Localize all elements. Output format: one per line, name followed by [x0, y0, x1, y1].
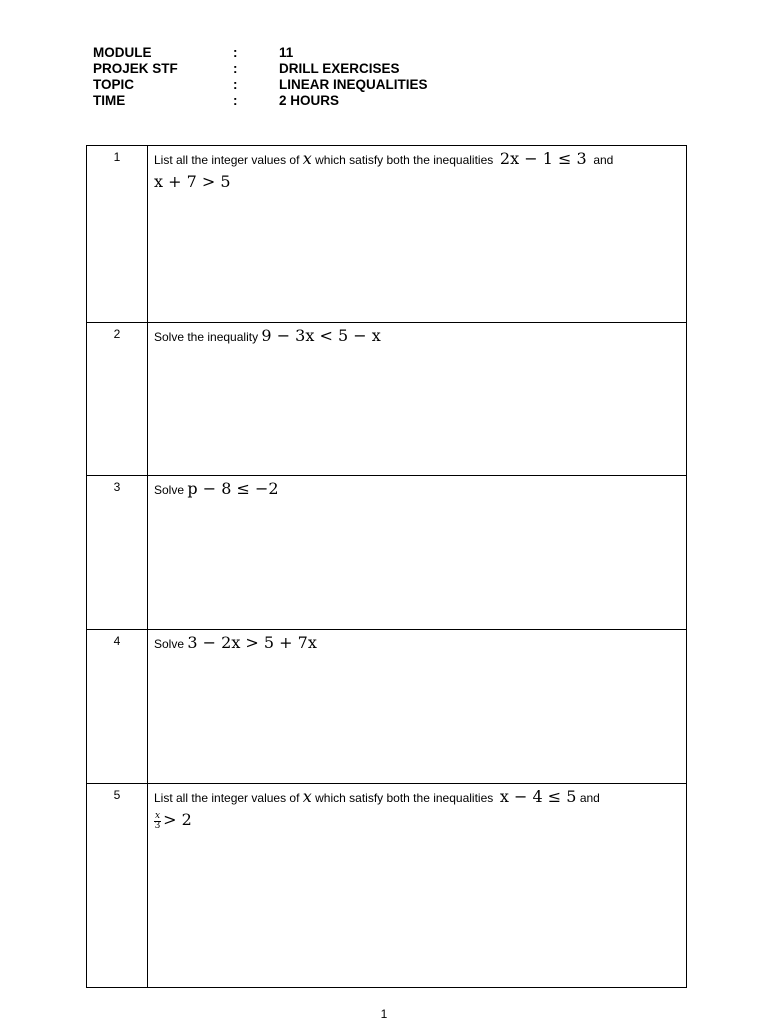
- question-text-part: which satisfy both the inequalities: [315, 791, 494, 805]
- topic-label: TOPIC: [93, 77, 135, 92]
- question-number: 3: [87, 476, 148, 629]
- question-row-1: [87, 146, 686, 323]
- question-row-2: [87, 323, 686, 476]
- projek-value: DRILL EXERCISES: [279, 61, 400, 76]
- time-colon: :: [233, 93, 238, 108]
- inequality-expression: p − 8 ≤ −2: [187, 479, 279, 498]
- inequality-expression: 9 − 3x < 5 − x: [261, 326, 381, 345]
- inequality-expression: x + 7 > 5: [154, 172, 231, 191]
- question-text: [154, 786, 680, 832]
- fraction-denominator: 3: [154, 821, 161, 832]
- projek-label: PROJEK STF: [93, 61, 178, 76]
- question-row-3: [87, 476, 686, 630]
- question-text: [154, 478, 680, 501]
- fraction: [154, 812, 161, 831]
- question-text: [154, 325, 680, 348]
- topic-value: LINEAR INEQUALITIES: [279, 77, 428, 92]
- questions-table: [86, 145, 687, 988]
- question-row-5: [87, 784, 686, 987]
- time-label: TIME: [93, 93, 126, 108]
- inequality-expression: 2x − 1 ≤ 3: [499, 149, 587, 168]
- module-label: MODULE: [93, 45, 152, 60]
- question-text-part: which satisfy both the inequalities: [315, 153, 494, 167]
- question-number: 2: [87, 323, 148, 475]
- topic-colon: :: [233, 77, 238, 92]
- question-text: [154, 632, 680, 655]
- question-number: 4: [87, 630, 148, 783]
- question-text: [154, 148, 680, 194]
- inequality-expression: > 2: [163, 810, 192, 829]
- question-number: 1: [87, 146, 148, 322]
- time-value: 2 HOURS: [279, 93, 340, 108]
- page-number: 1: [380, 1007, 388, 1021]
- inequality-expression: x − 4 ≤ 5: [499, 787, 577, 806]
- question-text-part: Solve: [154, 637, 185, 651]
- joiner-text: and: [593, 153, 614, 167]
- module-value: 11: [279, 45, 294, 60]
- question-text-part: Solve the inequality: [154, 330, 259, 344]
- inequality-expression: 3 − 2x > 5 + 7x: [187, 633, 317, 652]
- projek-colon: :: [233, 61, 238, 76]
- question-text-part: Solve: [154, 483, 185, 497]
- module-colon: :: [233, 45, 238, 60]
- question-row-4: [87, 630, 686, 784]
- question-number: 5: [87, 784, 148, 987]
- variable: x: [302, 149, 312, 168]
- joiner-text: and: [579, 791, 600, 805]
- variable: x: [302, 787, 312, 806]
- question-text-part: List all the integer values of: [154, 791, 300, 805]
- question-text-part: List all the integer values of: [154, 153, 300, 167]
- fraction-numerator: x: [155, 811, 161, 822]
